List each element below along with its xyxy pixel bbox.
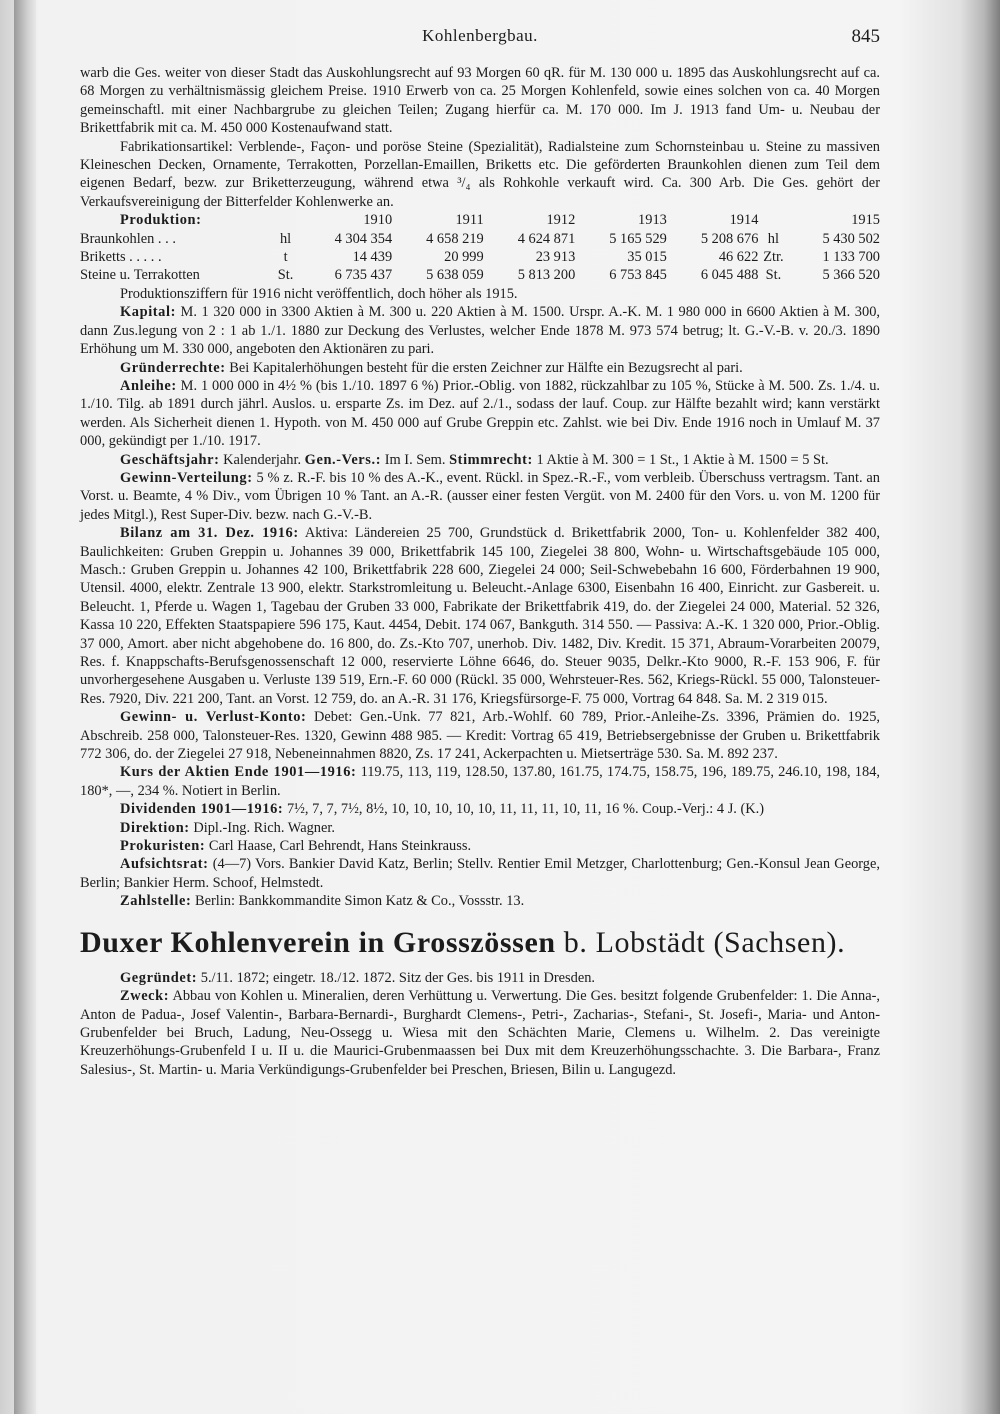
text-dividenden: 7½, 7, 7, 7½, 8½, 10, 10, 10, 10, 10, 11, 11, 11, 10, 11, 16 %. Coup.-Verj.: 4 J. (K.) <box>286 801 765 818</box>
text-gen-vers: Im I. Sem. <box>384 451 446 468</box>
section-gewinn-verteilung <box>80 469 880 524</box>
row-unit-2: Ztr. <box>763 249 784 266</box>
label-direktion: Direktion: <box>120 819 190 836</box>
value-cell: 35 015 <box>627 249 667 266</box>
value-cell: 23 913 <box>535 249 576 266</box>
text-gegruendet: 5./11. 1872; eingetr. 18./12. 1872. Sitz der Ges. bis 1911 in Dresden. <box>200 969 595 986</box>
year-1915: 1915 <box>851 212 880 229</box>
text-kapital: M. 1 320 000 in 3300 Aktien à M. 300 u. 220 Aktien à M. 1500. Urspr. A.-K. M. 1 980 000 in 6600 Aktien à M. 300, dann Zus.legung von 2 : 1 ab 1./1. 1880 zur Deckung des Verlustes, welcher Ende 1878 M. 973 574 betrug; lt. G.-V.-B. v. 20./3. 1890 Erhöhung um M. 330 000, angeboten den Aktionären zu pari. <box>80 304 880 358</box>
year-1913: 1913 <box>638 212 667 229</box>
label-kurs: Kurs der Aktien Ende 1901—1916: <box>120 764 357 781</box>
label-guv: Gewinn- u. Verlust-Konto: <box>120 709 307 726</box>
value-cell: 5 638 059 <box>426 267 484 284</box>
production-label: Produktion: <box>120 212 202 229</box>
section-geschaeftsjahr <box>80 451 880 469</box>
year-spacer <box>758 211 788 229</box>
section-prokuristen <box>80 837 880 855</box>
production-row-braunkohlen <box>80 230 880 248</box>
paragraph-production-note: Produktionsziffern für 1916 nicht veröffentlich, doch höher als 1915. <box>120 285 518 302</box>
label-anleihe: Anleihe: <box>120 377 177 394</box>
text-stimmrecht: 1 Aktie à M. 300 = 1 St., 1 Aktie à M. 1500 = 5 St. <box>536 451 829 468</box>
value-cell: 5 366 520 <box>822 267 880 284</box>
label-kapital: Kapital: <box>120 304 176 321</box>
section-gruenderrechte <box>80 359 880 377</box>
value-cell: 4 624 871 <box>517 230 576 247</box>
paragraph-products: Fabrikationsartikel: Verblende-, Façon- und poröse Steine (Spezialität), Radialsteine zum Schornsteinbau u. Steine zu massiven Kleineschen Decken, Ornamente, Terrakotten, Porzellan-Emaillen, Briketts etc. Die geförderten Braunkohlen dienen zum Teil dem eigenen Bedarf, bezw. zur Briketterzeugung, während etwa ³/₄ als Rohkohle verkauft wird. Ca. 300 Arb. Die Ges. gehört der Verkaufsvereinigung der Bitterfelder Kohlenwerke an. <box>80 138 880 210</box>
year-1910: 1910 <box>363 212 393 229</box>
section-aufsichtsrat <box>80 855 880 892</box>
company-location: b. Lobstädt (Sachsen). <box>563 925 846 959</box>
section-anleihe <box>80 377 880 451</box>
row-unit: St. <box>277 267 294 284</box>
row-unit-2: hl <box>767 230 779 247</box>
value-cell: 5 165 529 <box>609 230 667 247</box>
section-zweck <box>80 987 880 1079</box>
section-guv <box>80 708 880 763</box>
section-dividenden <box>80 800 880 818</box>
section-gegruendet <box>80 969 880 987</box>
text-zahlstelle: Berlin: Bankkommandite Simon Katz & Co., Vossstr. 13. <box>194 893 525 910</box>
text-guv: Debet: Gen.-Unk. 77 821, Arb.-Wohlf. 60 789, Prior.-Anleihe-Zs. 3396, Prämien do. 1925, Abschreib. 258 000, Talonsteuer-Res. 1320, Gewinn 488 985. — Kredit: Vortrag 65 419, Betriebsergebnisse der Gruben u. Brikettfabrik 772 306, do. der Ziegelei 27 918, Nebeneinnahmen 8820, Zs. 17 241, Ackerpachten u. Mietserträge 530. Sa. M. 892 237. <box>80 709 880 763</box>
running-head: Kohlenbergbau. <box>422 26 538 45</box>
text-zweck: Abbau von Kohlen u. Mineralien, deren Verhüttung u. Verwertung. Die Ges. besitzt folgende Grubenfelder: 1. Die Anna-, Anton de Padua-, Josef Valentin-, Barbara-Bernardi-, Burghardt Clemens-, Petri-, Zacharias-, Stefani-, St. Josefi-, Maria- und Anton-Grubenfelder bei Bruch, Ladung, Neu-Ossegg u. Wiesa mit den Schächten Marie, Clemens u. Wilhelm. 2. Das vereinigte Kreuzerhöhungs-Grubenfeld I u. II u. die Maurici-Grubenmaassen bei Dux mit dem Kreuzerhöhungsschachte. 3. Die Barbara-, Franz Salesius-, St. Martin- u. Maria Verkündigungs-Grubenfelder bei Preschen, Briesen, Bilin u. Langugezd. <box>80 988 880 1078</box>
value-cell: 46 622 <box>718 249 759 266</box>
section-zahlstelle <box>80 892 880 910</box>
value-cell: 4 304 354 <box>334 230 393 247</box>
page-body <box>80 64 880 1079</box>
label-gewinn-verteilung: Gewinn-Verteilung: <box>120 469 253 486</box>
value-cell: 6 045 488 <box>700 267 759 284</box>
text-gewinn-verteilung: 5 % z. R.-F. bis 10 % des A.-K., event. Rückl. in Spez.-R.-F., vom verbleib. Überschuss vertragsm. Tant. an Vorst. u. Beamte, 4 % Div., vom Übrigen 10 % Tant. an A.-R. (ausser einer festen Vergüt. von M. 2400 für den Vors. u. von M. 1200 für jedes Mitgl.), Rest Super-Div. bezw. nach G.-V.-B. <box>80 469 880 523</box>
text-geschaeftsjahr: Kalenderjahr. <box>223 451 302 468</box>
paragraph-acquisitions: warb die Ges. weiter von dieser Stadt das Auskohlungsrecht auf 93 Morgen 60 qR. für M. 130 000 u. 1895 das Auskohlungsrecht auf ca. 68 Morgen zu verhältnismässig gleichem Preise. 1910 Erwerb von ca. 25 Morgen Kohlenfeld, sowie eines solchen von ca. 40 Morgen gemeinschaftl. mit einer Nachbargrube zu gleichen Teilen; Zugang hierfür ca. M. 170 000. Im J. 1913 fand Um- u. Neubau der Brikettfabrik mit ca. M. 450 000 Kostenaufwand statt. <box>80 65 880 137</box>
label-stimmrecht: Stimmrecht: <box>449 451 533 468</box>
text-direktion: Dipl.-Ing. Rich. Wagner. <box>193 819 335 836</box>
label-gruenderrechte: Gründerrechte: <box>120 359 226 376</box>
text-bilanz: Aktiva: Ländereien 25 700, Grundstück d. Brikettfabrik 2000, Ton- u. Kohlenfelder 382 400, Baulichkeiten: Gruben Greppin u. Johannes 39 000, Brikettfabrik 145 100, Ziegelei 38 800, Wohn- u. Wirtschaftsgebäude 105 000, Masch.: Gruben Greppin u. Johannes 42 100, Brikettfabrik 228 600, Ziegelei 24 000; Seil-Schwebebahn 16 600, Förderbahnen 19 900, Utensil. 4000, elektr. Zentrale 13 900, elektr. Starkstromleitung u. Beleucht.-Anlage 6300, Eisenbahn 16 400, Einricht. zur Gasbereit. u. Beleucht. 1, Pferde u. Wagen 1, Tagebau der Gruben 33 000, Fabrikate der Brikettfabrik 419, do. der Ziegelei 24 000, Material. 52 326, Kassa 10 220, Effekten Staatspapiere 596 175, Kaut. 4454, Debit. 174 067, Bankguth. 314 550. — Passiva: A.-K. 1 320 000, Prior.-Oblig. 37 000, Amort. aber nicht abgehobene do. 16 800, do. Zs.-Kto 707, unerhob. Div. 1482, Div. Kredit. 15 371, Abraum-Vorarbeiten 20079, Res. f. Knappschafts-Berufsgenossenschaft 12 000, reservierte Löhne 6646, do. Steuer 9035, Delkr.-Kto 9000, R.-F. 153 906, F. für unvorhergesehene Ausgaben u. Verluste 139 519, Ern.-F. 60 000 (Rückl. 35 000, Wehrsteuer-Res. 562, Kriegs-Rückl. 55 000, Talonsteuer-Res. 7920, Div. 221 200, Tant. an Vorst. 12 759, do. an A.-R. 31 176, Kriegsfürsorge-F. 75 000, Vortrag 64 848. Sa. M. 2 319 015. <box>80 525 880 707</box>
value-cell: 5 813 200 <box>517 267 576 284</box>
row-unit: t <box>283 249 288 266</box>
year-1912: 1912 <box>546 212 576 229</box>
page-edge-shadow <box>960 0 1000 1414</box>
value-cell: 5 430 502 <box>822 230 880 247</box>
text-aufsichtsrat: (4—7) Vors. Bankier David Katz, Berlin; Stellv. Rentier Emil Metzger, Charlottenburg; Gen.-Konsul Jean George, Berlin; Bankier Herm. Schoof, Helmstedt. <box>80 856 880 891</box>
production-header-row <box>80 211 880 229</box>
page-number: 845 <box>851 26 880 47</box>
value-cell: 6 735 437 <box>334 267 393 284</box>
production-row-briketts <box>80 248 880 266</box>
company-title <box>80 923 880 963</box>
label-aufsichtsrat: Aufsichtsrat: <box>120 856 209 873</box>
row-name: Braunkohlen . . . <box>80 230 176 247</box>
production-row-steine <box>80 266 880 284</box>
label-dividenden: Dividenden 1901—1916: <box>120 801 284 818</box>
label-zahlstelle: Zahlstelle: <box>120 893 192 910</box>
book-binding-shadow <box>14 0 36 1414</box>
label-gen-vers: Gen.-Vers.: <box>304 451 382 468</box>
row-unit: hl <box>279 230 292 247</box>
row-unit-2: St. <box>765 267 782 284</box>
section-direktion <box>80 819 880 837</box>
section-bilanz <box>80 524 880 708</box>
text-gruenderrechte: Bei Kapitalerhöhungen besteht für die ersten Zeichner zur Hälfte ein Bezugsrecht al pari. <box>229 359 743 376</box>
label-gegruendet: Gegründet: <box>120 969 198 986</box>
label-bilanz: Bilanz am 31. Dez. 1916: <box>120 525 299 542</box>
section-kapital <box>80 303 880 358</box>
text-anleihe: M. 1 000 000 in 4½ % (bis 1./10. 1897 6 %) Prior.-Oblig. von 1882, rückzahlbar zu 105 %, Stücke à M. 500. Zs. 1./4. u. 1./10. Tilg. ab 1891 durch jährl. Auslos. u. ersparte Zs. im Dez. auf 2./1., sodass der lauf. Coup. zur Hälfte bezahlt wird; kann verstärkt werden. Als Sicherheit dienen 1. Hypoth. von M. 450 000 auf Grube Greppin etc. Zahlst. wie bei Div. Ende 1916 noch in Umlauf M. 37 000, gekündigt per 1./10. 1917. <box>80 377 880 450</box>
production-table <box>80 211 880 285</box>
value-cell: 6 753 845 <box>609 267 667 284</box>
page-header <box>80 26 880 52</box>
year-1914: 1914 <box>729 212 759 229</box>
text-kurs: 119.75, 113, 119, 128.50, 137.80, 161.75, 174.75, 158.75, 196, 189.75, 246.10, 198, 184, 180*, —, 234 %. Notiert in Berlin. <box>80 764 880 799</box>
section-kurs <box>80 763 880 800</box>
value-cell: 1 133 700 <box>822 249 880 266</box>
row-name: Steine u. Terrakotten <box>80 267 200 284</box>
company-name: Duxer Kohlenverein in Grosszössen <box>80 925 556 959</box>
label-geschaeftsjahr: Geschäftsjahr: <box>120 451 220 468</box>
value-cell: 4 658 219 <box>426 230 484 247</box>
text-prokuristen: Carl Haase, Carl Behrendt, Hans Steinkrauss. <box>208 838 472 855</box>
label-zweck: Zweck: <box>120 988 170 1005</box>
value-cell: 14 439 <box>352 249 393 266</box>
value-cell: 5 208 676 <box>700 230 759 247</box>
value-cell: 20 999 <box>444 249 484 266</box>
row-name: Briketts . . . . . <box>80 249 162 266</box>
year-1911: 1911 <box>455 212 484 229</box>
label-prokuristen: Prokuristen: <box>120 838 206 855</box>
